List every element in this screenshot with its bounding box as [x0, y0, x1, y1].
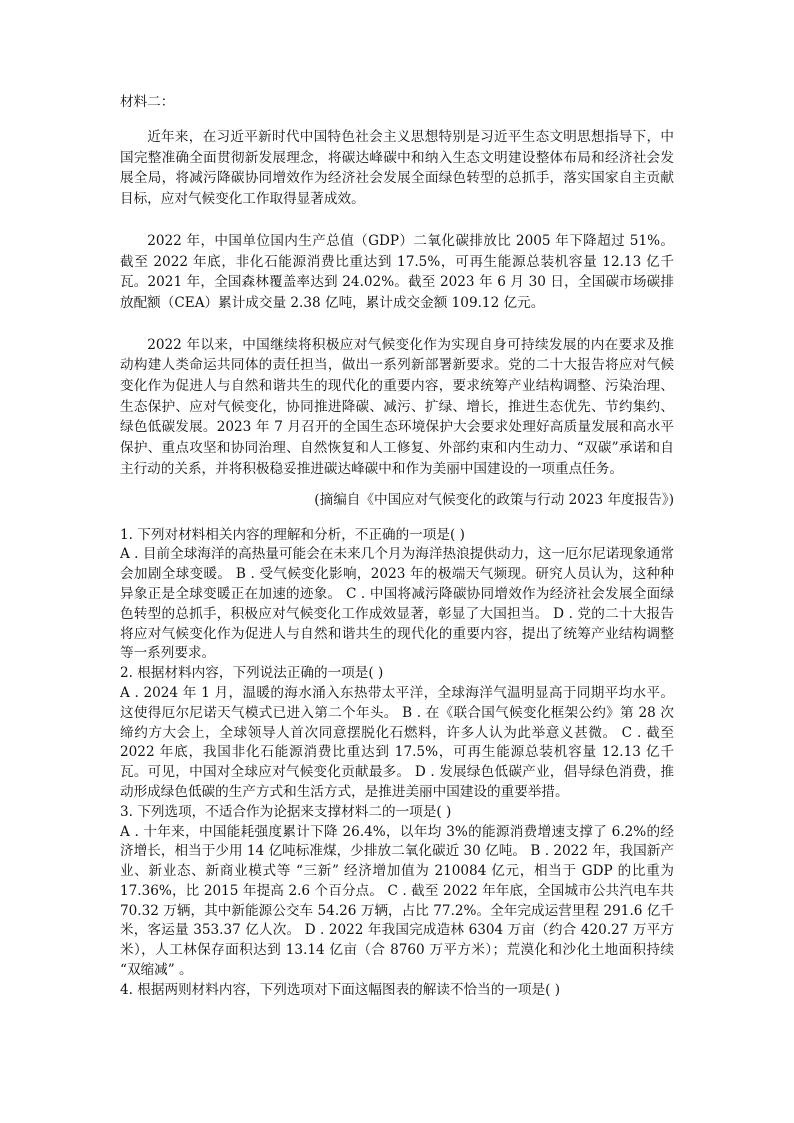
question-options: A . 目前全球海洋的高热量可能会在未来几个月为海洋热浪提供动力，这一厄尔尼诺现象通常会加剧全球变暖。 B . 受气候变化影响，2023 年的极端天气频现。研究人员认为，这种种异象正是全球变暖正在加速的迹象。 C . 中国将减污降碳协同增效作为经济社会发展全面绿色转型的总抓手，积极应对气候变化工作成效显著，彰显了大国担当。 D . 党的二十大报告将应对气候变化作为促进人与自然和谐共生的现代化的重要内容，提出了统筹产业结构调整等一系列要求。 — [120, 546, 674, 662]
question-stem: 1. 下列对材料相关内容的理解和分析，不正确的一项是( ) — [120, 526, 465, 543]
question-1 — [120, 526, 674, 665]
question-4 — [120, 981, 674, 1001]
material-heading: 材料二： — [120, 94, 175, 110]
paragraph-intro: 近年来，在习近平新时代中国特色社会主义思想特别是习近平生态文明思想指导下，中国完整准确全面贯彻新发展理念，将碳达峰碳中和纳入生态文明建设整体布局和经济社会发展全局，将减污降碳协同增效作为经济社会发展全面绿色转型的总抓手，落实国家自主贡献目标，应对气候变化工作取得显著成效。 — [120, 129, 674, 208]
question-options: A . 2024 年 1 月，温暖的海水涌入东热带太平洋，全球海洋气温明显高于同期平均水平。这使得厄尔尼诺天气模式已进入第二个年头。 B . 在《联合国气候变化框架公约》第 28 次缔约方大会上，全球领导人首次同意摆脱化石燃料，许多人认为此举意义甚微。 C . 截至 2022 年底，我国非化石能源消费比重达到 17.5%，可再生能源总装机容量 12.13 亿千瓦。可见，中国对全球应对气候变化贡献最多。 D . 发展绿色低碳产业，倡导绿色消费，推动形成绿色低碳的生产方式和生活方式，是推进美丽中国建设的重要举措。 — [120, 684, 674, 800]
question-stem: 4. 根据两则材料内容，下列选项对下面这幅图表的解读不恰当的一项是( ) — [120, 981, 561, 998]
question-2 — [120, 664, 674, 803]
question-3 — [120, 803, 674, 981]
paragraph-policy: 2022 年以来，中国继续将积极应对气候变化作为实现自身可持续发展的内在要求及推动构建人类命运共同体的责任担当，做出一系列新部署新要求。党的二十大报告将应对气候变化作为促进人与自然和谐共生的现代化的重要内容，要求统筹产业结构调整、污染治理、生态保护、应对气候变化，协同推进降碳、减污、扩绿、增长，推进生态优先、节约集约、绿色低碳发展。2023 年 7 月召开的全国生态环境保护大会要求处理好高质量发展和高水平保护、重点攻坚和协同治理、自然恢复和人工修复、外部约束和内生动力、“双碳”承诺和自主行动的关系，并将积极稳妥推进碳达峰碳中和作为美丽中国建设的一项重点任务。 — [120, 336, 674, 477]
document-content — [120, 92, 674, 1001]
question-stem: 2. 根据材料内容，下列说法正确的一项是( ) — [120, 665, 384, 682]
question-options: A . 十年来，中国能耗强度累计下降 26.4%，以年均 3%的能源消费增速支撑了 6.2%的经济增长，相当于少用 14 亿吨标准煤，少排放二氧化碳近 30 亿吨。 B . 2022 年，我国新产业、新业态、新商业模式等 “三新” 经济增加值为 210084 亿元，相当于 GDP 的比重为 17.36%，比 2015 年提高 2.6 个百分点。 C . 截至 2022 年年底，全国城市公共汽电车共 70.32 万辆，其中新能源公交车 54.26 万辆，占比 77.2%。全年完成运营里程 291.6 亿千米，客运量 353.37 亿人次。 D . 2022 年我国完成造林 6304 万亩（约合 420.27 万平方米），人工林保存面积达到 13.14 亿亩（合 8760 万平方米）；荒漠化和沙化土地面积持续 “双缩减” 。 — [120, 823, 674, 979]
paragraph-statistics: 2022 年，中国单位国内生产总值（GDP）二氧化碳排放比 2005 年下降超过 51%。截至 2022 年底，非化石能源消费比重达到 17.5%，可再生能源总装机容量 12.13 亿千瓦。2021 年，全国森林覆盖率达到 24.02%。截至 2023 年 6 月 30 日，全国碳市场碳排放配额（CEA）累计成交量 2.38 亿吨，累计成交金额 109.12 亿元。 — [120, 232, 674, 311]
source-citation: (摘编自《中国应对气候变化的政策与行动 2023 年度报告》) — [314, 491, 674, 508]
question-stem: 3. 下列选项，不适合作为论据来支撑材料二的一项是( ) — [120, 803, 452, 820]
